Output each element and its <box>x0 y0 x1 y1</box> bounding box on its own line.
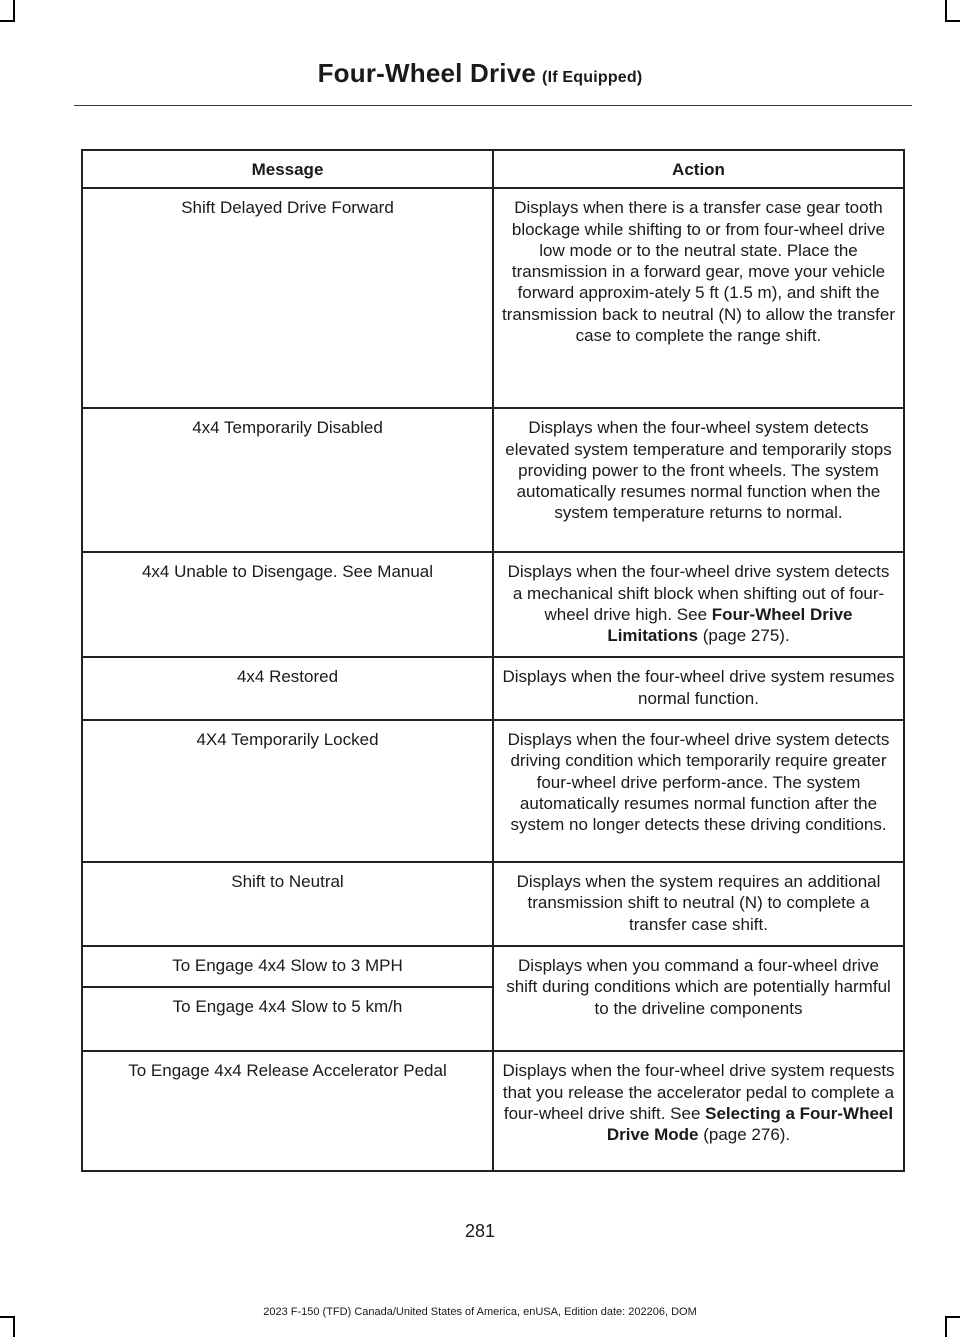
table-row <box>82 188 904 408</box>
action-cell: Displays when the four-wheel system detects elevated system temperature and temporarily stops providing power to the front wheels. The system automatically resumes normal function when the system temperature returns to normal. <box>493 408 904 552</box>
header-divider <box>74 105 912 106</box>
message-table <box>81 149 905 1172</box>
message-cell: 4X4 Temporarily Locked <box>82 720 493 862</box>
crop-mark <box>0 20 15 22</box>
table-row <box>82 657 904 720</box>
page-title: Four-Wheel Drive <box>317 58 537 88</box>
action-cell: Displays when the four-wheel drive system detects driving condition which temporarily require greater four-wheel drive perform-ance. The system automatically resumes normal function after the system no longer detects these driving conditions. <box>493 720 904 862</box>
message-cell: 4x4 Temporarily Disabled <box>82 408 493 552</box>
page-subtitle: (If Equipped) <box>542 69 643 86</box>
page-header <box>0 58 960 89</box>
column-header-message: Message <box>82 150 493 188</box>
table-header-row <box>82 150 904 188</box>
table-row <box>82 946 904 987</box>
action-cell: Displays when you command a four-wheel drive shift during conditions which are potentially harmful to the driveline components <box>493 946 904 1051</box>
action-cell <box>493 552 904 657</box>
action-text: Displays when the four-wheel drive system detects a mechanical shift block when shifting out of four-wheel drive high. See <box>507 562 890 624</box>
table-row <box>82 552 904 657</box>
message-cell: Shift to Neutral <box>82 862 493 946</box>
action-cell: Displays when the four-wheel drive system resumes normal function. <box>493 657 904 720</box>
message-cell: To Engage 4x4 Slow to 3 MPH <box>82 946 493 987</box>
footer-edition-info: 2023 F-150 (TFD) Canada/United States of America, enUSA, Edition date: 202206, DOM <box>263 1306 697 1318</box>
table-row <box>82 720 904 862</box>
message-cell: 4x4 Unable to Disengage. See Manual <box>82 552 493 657</box>
cross-reference-link[interactable]: Selecting a Four-Wheel Drive Mode <box>606 1103 894 1145</box>
action-cell: Displays when the system requires an additional transmission shift to neutral (N) to complete a transfer case shift. <box>493 862 904 946</box>
message-cell: To Engage 4x4 Slow to 5 km/h <box>82 987 493 1051</box>
table-row <box>82 1051 904 1171</box>
page-reference: (page 275). <box>702 626 790 646</box>
crop-mark <box>13 1316 15 1337</box>
crop-mark <box>945 0 947 20</box>
cross-reference-link[interactable]: Four-Wheel Drive Limitations <box>607 604 853 646</box>
action-text: Displays when the four-wheel drive system requests that you release the accelerator pedal to complete a four-wheel drive shift. See <box>502 1061 895 1123</box>
table-row <box>82 862 904 946</box>
action-cell: Displays when there is a transfer case gear tooth blockage while shifting to or from four-wheel drive low mode or to the neutral state. Place the transmission in a forward gear, move your vehicle forward approxim-ately 5 ft (1.5 m), and shift the transmission back to neutral (N) to allow the transfer case to complete the range shift. <box>493 188 904 408</box>
crop-mark <box>13 0 15 20</box>
message-cell: 4x4 Restored <box>82 657 493 720</box>
page-number: 281 <box>464 1221 496 1241</box>
column-header-action: Action <box>493 150 904 188</box>
table-row <box>82 408 904 552</box>
page-reference: (page 276). <box>703 1125 791 1145</box>
action-cell <box>493 1051 904 1171</box>
crop-mark <box>945 1316 947 1337</box>
message-cell: Shift Delayed Drive Forward <box>82 188 493 408</box>
message-cell: To Engage 4x4 Release Accelerator Pedal <box>82 1051 493 1171</box>
crop-mark <box>945 20 960 22</box>
